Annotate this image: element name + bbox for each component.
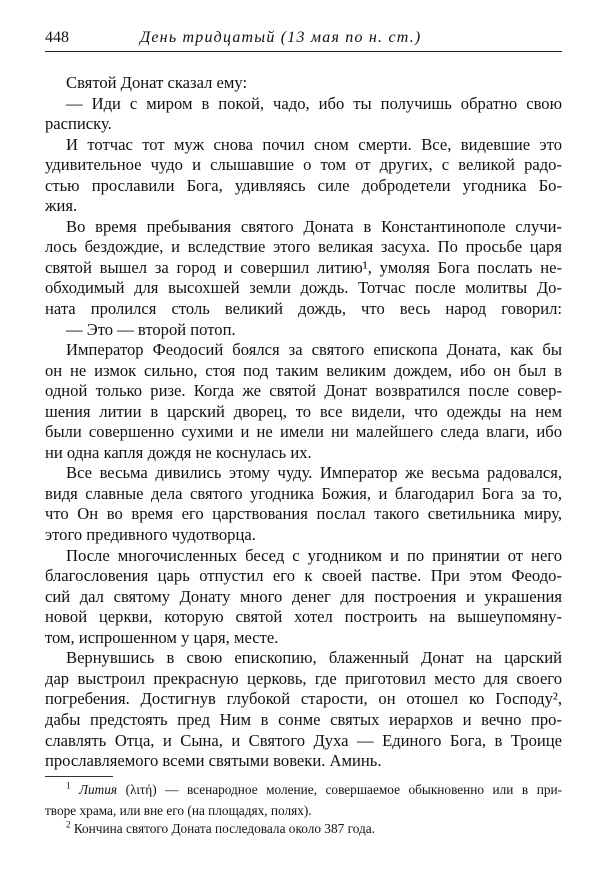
text-line: жия. (45, 196, 78, 216)
running-title: День тридцатый (13 мая по н. ст.) (140, 29, 422, 46)
text-line: обходимый для высохшей земли дождь. Тотчас после молитвы До- (45, 278, 562, 298)
text-line: сий дал святому Донату много денег для построения и украшения (45, 586, 562, 606)
text-line: Император Феодосий боялся за святого епископа Доната, как бы (66, 340, 562, 360)
text-line: ни одна капля дождя не коснулась их. (45, 442, 312, 462)
text-line: что Он во время его царствования послал такого светильника миру, (45, 504, 562, 524)
text-line: погребения. Достигнув глубокой старости, он отошел ко Господу², (45, 689, 562, 709)
text-line: святой вышел за город и совершил литию¹, умоляя Бога послать не- (45, 257, 562, 277)
footnote-2 (45, 820, 562, 838)
text-line: лось бездождие, и вследствие этого великая засуха. По просьбе царя (45, 237, 562, 257)
text-line: он не измок сильно, стоя под таким великим дождем, ибо он был в (45, 360, 562, 380)
text-line: Во время пребывания святого Доната в Константинополе случи- (66, 216, 562, 236)
text-line: дабы предстоять пред Ним в сонме святых иерархов и вечно про- (45, 709, 562, 729)
text-line: были совершенно сухими и не имели ни малейшего следа влаги, ибо (45, 422, 562, 442)
footnote-mark: 1 (66, 780, 71, 791)
text-line: шения литии в царский дворец, то все видели, что одежды на нем (45, 401, 562, 421)
text-line: этого предивного чудотворца. (45, 525, 256, 545)
footnote-1-cont: творе храма, или вне его (на площадях, полях). (45, 802, 312, 818)
text-line: удивительное чудо и слышавшие о том от других, с великой радо- (45, 155, 562, 175)
main-text (45, 73, 562, 772)
text-line: После многочисленных бесед с угодником и по принятии от него (66, 545, 562, 565)
text-line: — Иди с миром в покой, чадо, ибо ты получишь обратно свою (66, 93, 562, 113)
page-number: 448 (45, 29, 69, 46)
text-line: благословения царь отпустил его к своей пастве. При этом Феодо- (45, 566, 562, 586)
footnote-text: Кончина святого Доната последовала около 387 года. (73, 820, 375, 836)
text-line: том, испрошенном у царя, месте. (45, 627, 279, 647)
text-line: И тотчас тот муж снова почил сном смерти. Все, видевшие это (66, 134, 562, 154)
text-line: видя славные дела святого угодника Божия, и благодарил Бога за то, (45, 483, 562, 503)
text-line: Все весьма дивились этому чуду. Император же весьма радовался, (66, 463, 562, 483)
text-line: стью прославили Бога, удивляясь силе добродетели угодника Бо- (45, 175, 562, 195)
text-line: новой церкви, которую святой хотел построить на вышеупомяну- (45, 607, 562, 627)
text-line: дар выстроил прекрасную церковь, где приготовил место для своего (45, 668, 562, 688)
text-line: прославляемого всеми святыми вовеки. Аминь. (45, 751, 382, 771)
footnote-mark: 2 (66, 819, 71, 830)
text-line: одной только ризе. Когда же святой Донат возвратился после совер- (45, 381, 562, 401)
text-line: ната пролился столь великий дождь, что весь народ говорил: (45, 299, 562, 319)
footnote-divider (45, 776, 113, 777)
footnote-1 (45, 781, 562, 802)
footnote-term: Лития (79, 782, 118, 797)
footnote-text: (λιτή) — всенародное моление, совершаемое обыкновенно или в при- (125, 782, 563, 797)
text-line: славлять Отца, и Сына, и Святого Духа — Единого Бога, в Троице (45, 730, 562, 750)
text-line: Святой Донат сказал ему: (66, 73, 248, 92)
text-line: расписку. (45, 114, 112, 134)
running-header (45, 27, 562, 52)
footnotes (45, 781, 562, 838)
text-line: Вернувшись в свою епископию, блаженный Донат на царский (66, 648, 562, 668)
text-line: — Это — второй потоп. (66, 319, 236, 339)
